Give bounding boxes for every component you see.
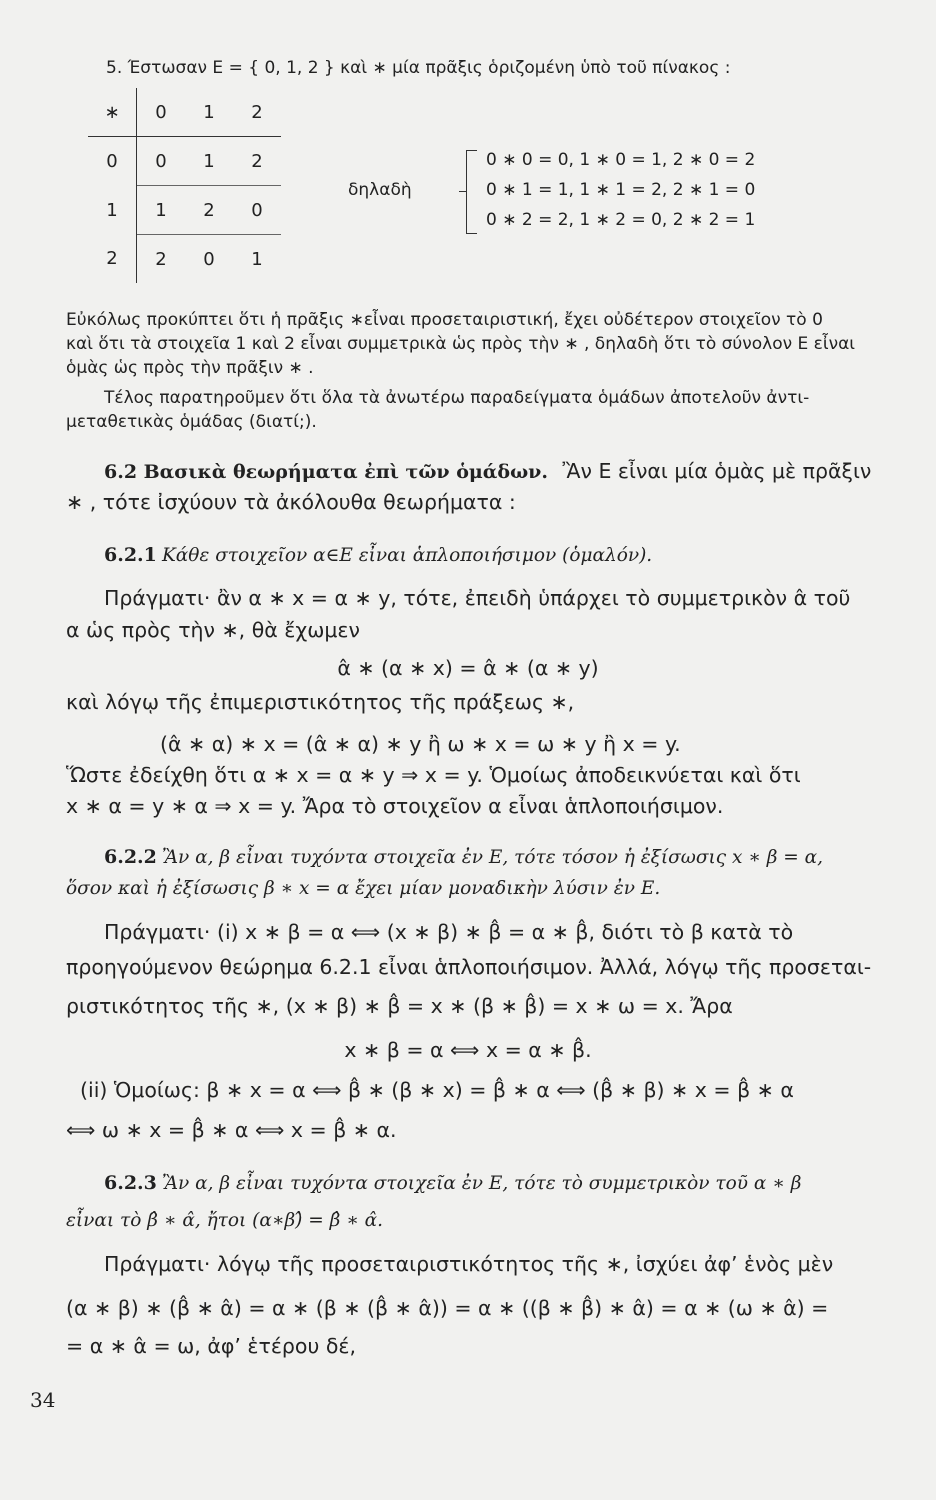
- table-cell: 2: [185, 186, 233, 235]
- brace: [466, 150, 477, 234]
- table-cell: 0: [203, 248, 215, 270]
- equation-line: ⟺ ω ∗ x = β̂ ∗ α ⟺ x = β̂ ∗ α.: [66, 1118, 397, 1142]
- table-cell: 2: [155, 248, 167, 270]
- text-line: Τέλος παρατηροῦμεν ὅτι ὅλα τὰ ἀνωτέρω παραδείγματα ὁμάδων ἀποτελοῦν ἀντι-: [104, 388, 810, 408]
- table-cell: 0: [88, 137, 137, 186]
- equation-line: 0 ∗ 0 = 0, 1 ∗ 0 = 1, 2 ∗ 0 = 2: [486, 150, 756, 170]
- table-cell: 1: [137, 186, 186, 235]
- theorem-title-cont: εἶναι τὸ β̂ ∗ α̂, ἤτοι (α∗β)̂ = β̂ ∗ α̂.: [66, 1210, 384, 1231]
- equation-line: 0 ∗ 2 = 2, 1 ∗ 2 = 0, 2 ∗ 2 = 1: [486, 210, 756, 230]
- table-cell: 2: [88, 235, 137, 284]
- theorem-number: 6.2.2: [104, 846, 157, 868]
- table-header-row: [88, 88, 281, 137]
- operation-table: [88, 88, 281, 283]
- theorem-title-cont: ὅσον καὶ ἡ ἐξίσωσις β ∗ x = α ἔχει μίαν μοναδικὴν λύσιν ἐν E.: [66, 878, 661, 899]
- text-line: ∗ , τότε ἰσχύουν τὰ ἀκόλουθα θεωρήματα :: [66, 490, 516, 514]
- table-cell: 2: [233, 88, 281, 137]
- equation-line: x ∗ β = α ⟺ x = α ∗ β̂.: [344, 1038, 592, 1062]
- table-cell: ∗: [88, 88, 137, 137]
- text-line: μεταθετικὰς ὁμάδας (διατί;).: [66, 412, 317, 432]
- text-line: καὶ λόγῳ τῆς ἐπιμεριστικότητος τῆς πράξεως ∗,: [66, 690, 575, 714]
- equation-line: α̂ ∗ (α ∗ x) = α̂ ∗ (α ∗ y): [337, 656, 599, 680]
- table-row: [88, 137, 281, 186]
- text-line: Πράγματι· (i) x ∗ β = α ⟺ (x ∗ β) ∗ β̂ = α ∗ β̂, διότι τὸ β κατὰ τὸ: [104, 920, 794, 944]
- table-cell: 0: [137, 88, 186, 137]
- table-cell: 1: [251, 248, 263, 270]
- section-title: Βασικὰ θεωρήματα ἐπὶ τῶν ὁμάδων.: [143, 461, 548, 483]
- table-cell: 1: [185, 137, 233, 186]
- equation-line: (α̂ ∗ α) ∗ x = (α̂ ∗ α) ∗ y ἢ ω ∗ x = ω ∗ y ἢ x = y.: [160, 732, 681, 756]
- table-cell: 2: [233, 137, 281, 186]
- theorem-title: Ἂν α, β εἶναι τυχόντα στοιχεῖα ἐν E, τότε τὸ συμμετρικὸν τοῦ α ∗ β: [161, 1173, 802, 1194]
- text-line: ὁμὰς ὡς πρὸς τὴν πρᾶξιν ∗ .: [66, 358, 314, 378]
- text-line: x ∗ α = y ∗ α ⇒ x = y. Ἄρα τὸ στοιχεῖον α εἶναι ἁπλοποιήσιμον.: [66, 794, 724, 818]
- text-line: Πράγματι· λόγῳ τῆς προσεταιριστικότητος τῆς ∗, ἰσχύει ἀφ’ ἑνὸς μὲν: [104, 1252, 834, 1276]
- theorem-6-2-3-heading: [104, 1172, 801, 1194]
- theorem-6-2-2-heading: [104, 846, 823, 868]
- table-row: [88, 186, 281, 235]
- table-cell: 0: [137, 137, 186, 186]
- text-line: Ὥστε ἐδείχθη ὅτι α ∗ x = α ∗ y ⇒ x = y. Ὁμοίως ἀποδεικνύεται καὶ ὅτι: [66, 763, 801, 787]
- text-line: Πράγματι· ἂν α ∗ x = α ∗ y, τότε, ἐπειδὴ ὑπάρχει τὸ συμμετρικὸν α̂ τοῦ: [104, 586, 851, 610]
- table-cell: 0: [233, 186, 281, 235]
- section-text: Ἂν E εἶναι μία ὁμὰς μὲ πρᾶξιν: [562, 459, 872, 483]
- text-line: Εὐκόλως προκύπτει ὅτι ἡ πρᾶξις ∗εἶναι προσεταιριστική, ἔχει οὐδέτερον στοιχεῖον τὸ 0: [66, 310, 823, 330]
- equation-line: (α ∗ β) ∗ (β̂ ∗ α̂) = α ∗ (β ∗ (β̂ ∗ α̂)) = α ∗ ((β ∗ β̂) ∗ α̂) = α ∗ (ω ∗ α̂) =: [66, 1296, 829, 1320]
- text-line: ριστικότητος τῆς ∗, (x ∗ β) ∗ β̂ = x ∗ (β ∗ β̂) = x ∗ ω = x. Ἄρα: [66, 994, 733, 1018]
- table-cell: 1: [88, 186, 137, 235]
- dilad-label: δηλαδὴ: [348, 180, 412, 200]
- section-6-2-heading: [104, 459, 871, 483]
- table-cell: 1: [185, 88, 233, 137]
- text-line: καὶ ὅτι τὰ στοιχεῖα 1 καὶ 2 εἶναι συμμετρικὰ ὡς πρὸς τὴν ∗ , δηλαδὴ ὅτι τὸ σύνολον E εἶναι: [66, 334, 856, 354]
- section-number: 6.2: [104, 461, 138, 483]
- theorem-6-2-1-heading: [104, 544, 652, 566]
- theorem-number: 6.2.3: [104, 1172, 157, 1194]
- theorem-title: Κάθε στοιχεῖον α∈E εἶναι ἁπλοποιήσιμον (ὁμαλόν).: [161, 545, 653, 566]
- text-line: α ὡς πρὸς τὴν ∗, θὰ ἔχωμεν: [66, 618, 360, 642]
- text-line: προηγούμενον θεώρημα 6.2.1 εἶναι ἁπλοποιήσιμον. Ἀλλά, λόγῳ τῆς προσεται-: [66, 955, 872, 979]
- theorem-title: Ἂν α, β εἶναι τυχόντα στοιχεῖα ἐν E, τότε τόσον ἡ ἐξίσωσις x ∗ β = α,: [161, 847, 824, 868]
- equation-line: 0 ∗ 1 = 1, 1 ∗ 1 = 2, 2 ∗ 1 = 0: [486, 180, 756, 200]
- equation-line: (ii) Ὁμοίως: β ∗ x = α ⟺ β̂ ∗ (β ∗ x) = β̂ ∗ α ⟺ (β̂ ∗ β) ∗ x = β̂ ∗ α: [80, 1078, 794, 1102]
- table-row: [88, 235, 281, 284]
- page-number: 34: [30, 1388, 56, 1412]
- exercise-5-statement: 5. Έστωσαν E = { 0, 1, 2 } καὶ ∗ μία πρᾶξις ὁριζομένη ὑπὸ τοῦ πίνακος :: [106, 58, 731, 78]
- equation-line: = α ∗ α̂ = ω, ἀφ’ ἑτέρου δέ,: [66, 1334, 356, 1358]
- theorem-number: 6.2.1: [104, 544, 157, 566]
